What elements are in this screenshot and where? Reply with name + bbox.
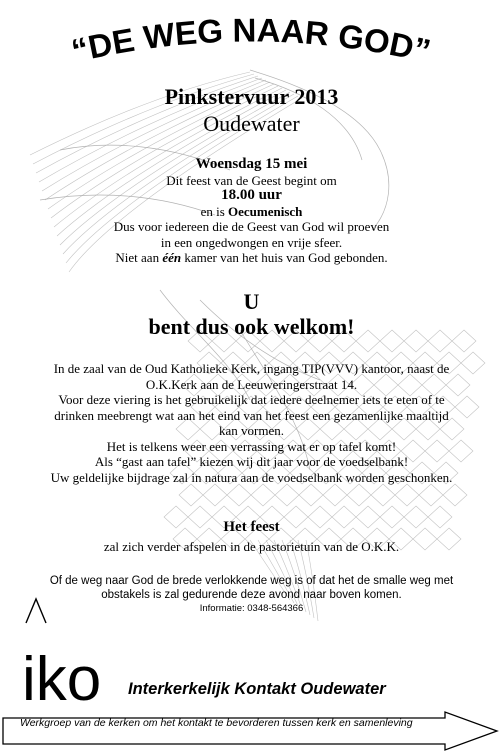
roof-caret-icon — [26, 599, 46, 623]
details-line: Als “gast aan tafel” kiezen wij dit jaar voor de voedselbank! — [94, 454, 409, 469]
intro-line-1: Dit feest van de Geest begint om — [166, 172, 337, 188]
svg-text:“DE WEG NAAR GOD” — [68, 11, 434, 69]
tagline: Werkgroep van de kerken om het kontakt te bevorderen tussen kerk en samenleving — [20, 717, 413, 729]
closing-line-1: Of de weg naar God de brede verlokkende weg is of dat het de smalle weg met — [49, 575, 454, 587]
contact-info: Informatie: 0348-564366 — [199, 603, 304, 614]
details-line: Uw geldelijke bijdrage zal in natura aan de voedselbank worden geschonken. — [50, 469, 453, 485]
oecumenisch-label: Oecumenisch — [228, 203, 303, 219]
intro-line-2-pre: en is — [200, 203, 229, 219]
closing-line-2: obstakels is zal gedurende deze avond naar boven komen. — [101, 589, 402, 601]
organisation-name: Interkerkelijk Kontakt Oudewater — [128, 680, 386, 698]
intro-line-5-pre: Niet aan — [115, 250, 163, 265]
arched-title — [0, 0, 503, 90]
welcome-u: U — [243, 289, 260, 314]
details-line: Het is telkens weer een verrassing wat er op tafel komt! — [106, 438, 397, 454]
feest-heading: Het feest — [223, 519, 280, 535]
flyer-title: “DE WEG NAAR GOD” — [68, 11, 434, 70]
event-name: Pinkstervuur 2013 — [164, 84, 339, 109]
details-line: O.K.Kerk aan de Leeuweringerstraat 14. — [145, 376, 358, 392]
event-date: Woensdag 15 mei — [195, 156, 308, 172]
intro-line-5 — [0, 250, 503, 266]
details-line: kan vormen. — [219, 423, 284, 438]
intro-line-3: Dus voor iedereen die de Geest van God wil proeven — [113, 219, 390, 234]
logo-text: iko — [22, 645, 102, 705]
event-location: Oudewater — [203, 111, 300, 136]
event-time: 18.00 uur — [221, 187, 282, 203]
iko-logo — [22, 595, 112, 705]
intro-line-5-post: kamer van het huis van God gebonden. — [181, 250, 388, 265]
intro-line-4: in een ongedwongen en vrije sfeer. — [160, 234, 343, 250]
feest-text: zal zich verder afspelen in de pastorietuin van de O.K.K. — [103, 539, 400, 554]
intro-line-2 — [0, 204, 503, 220]
details-line: In de zaal van de Oud Katholieke Kerk, ingang TIP(VVV) kantoor, naast de — [53, 361, 450, 376]
details-block — [0, 361, 503, 485]
intro-line-5-emphasis: één — [162, 250, 182, 265]
welcome-text: bent dus ook welkom! — [148, 314, 355, 339]
intro-block — [0, 157, 503, 266]
details-line: Voor deze viering is het gebruikelijk dat iedere deelnemer iets te eten of te — [58, 392, 445, 407]
details-line: drinken meebrengt wat aan het eind van het feest een gezamenlijke maaltijd — [54, 407, 449, 423]
